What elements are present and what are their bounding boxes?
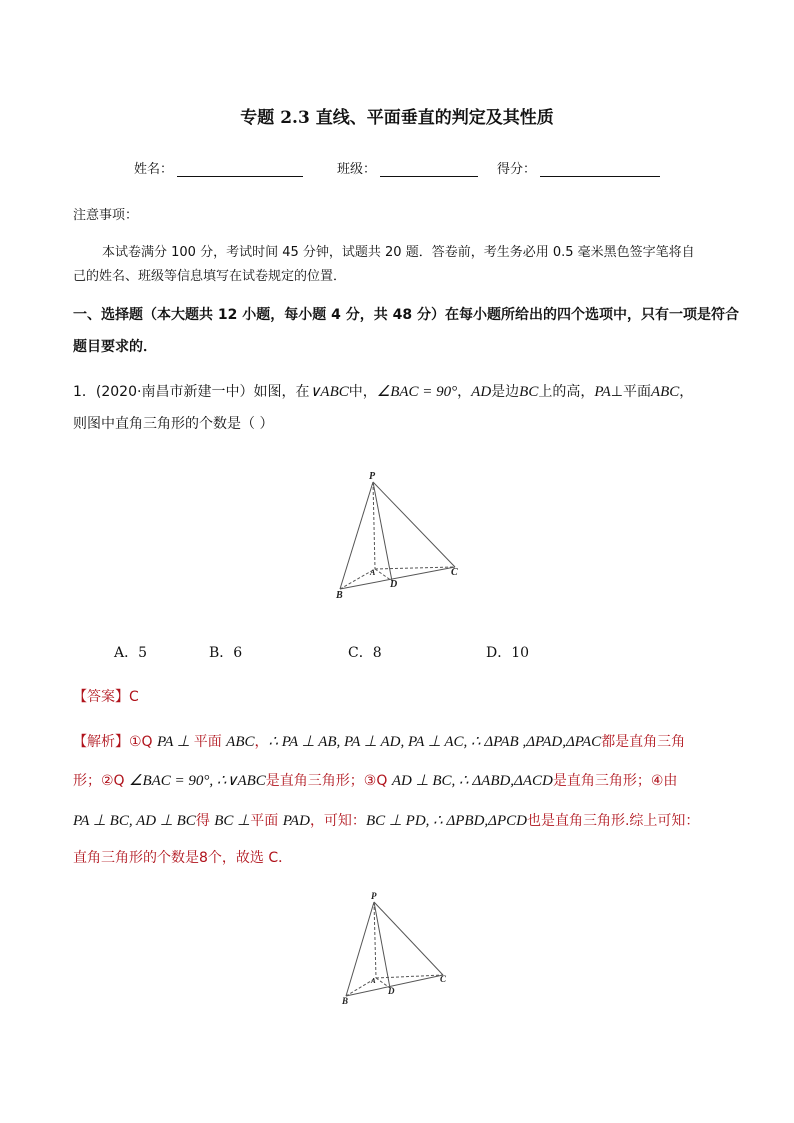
question-text: 上的高， — [538, 384, 595, 400]
choice-b[interactable]: B．6 — [209, 645, 243, 661]
analysis-math: ABC — [226, 734, 255, 750]
edge-pd — [374, 902, 390, 988]
score-field[interactable] — [497, 158, 660, 177]
question-prefix: 1．(2020·南昌市新建一中）如图，在 — [73, 384, 310, 400]
answer-label: 【答案】 — [73, 689, 129, 705]
analysis-text: 也是直角三角形.综上可知： — [526, 813, 700, 829]
score-label: 得分： — [497, 162, 537, 177]
answer-value: C — [129, 689, 139, 705]
notice-line-1: 本试卷满分 100 分，考试时间 45 分钟，试题共 20 题．答卷前，考生务必用 0.5 毫米黑色签字笔将自 — [102, 245, 695, 260]
label-c: C — [451, 567, 458, 578]
question-text: 是边 — [491, 384, 520, 400]
label-a: A — [370, 568, 376, 577]
analysis-text: ， — [254, 734, 269, 750]
notice-label: 注意事项： — [73, 208, 139, 223]
edge-pc — [373, 482, 455, 567]
analysis-text: 都是直角三角 — [601, 734, 686, 750]
label-b: B — [342, 996, 349, 1006]
analysis-math: BC ⊥ PD, ∴ ΔPBD,ΔPCD — [365, 813, 527, 829]
class-label: 班级： — [337, 162, 377, 177]
plane-abc: ABC — [650, 384, 680, 400]
analysis-line-3 — [73, 810, 699, 830]
analysis-label: 【解析】 — [73, 734, 129, 750]
section-heading-line-1: 一、选择题（本大题共 12 小题，每小题 4 分，共 48 分）在每小题所给出的四个选项中，只有一项是符合 — [73, 307, 739, 323]
name-label: 姓名： — [134, 162, 174, 177]
question-text: ， — [679, 384, 694, 400]
edge-ac — [375, 567, 455, 569]
class-field[interactable] — [337, 158, 478, 177]
segment-ad: AD — [471, 384, 492, 400]
label-a: A — [371, 977, 376, 985]
analysis-text: 平面 — [193, 734, 227, 750]
page-title: 专题 2.3 直线、平面垂直的判定及其性质 — [240, 108, 554, 128]
question-text: ， — [457, 384, 472, 400]
analysis-text: 形；②Q — [73, 773, 130, 789]
analysis-math: PA ⊥ — [157, 734, 194, 750]
choice-a[interactable]: A．5 — [114, 645, 148, 661]
analysis-text: 是直角三角形；④由 — [552, 773, 678, 789]
edge-bc — [346, 975, 443, 996]
name-blank[interactable] — [177, 162, 303, 177]
edge-pc — [374, 902, 443, 975]
answer-line — [73, 686, 139, 706]
analysis-text: ，可知： — [309, 813, 366, 829]
perp-symbol: ⊥ — [610, 384, 623, 400]
question-text: 中， — [348, 384, 377, 400]
analysis-math: PA ⊥ BC, AD ⊥ BC — [73, 813, 196, 829]
edge-pd — [373, 482, 392, 581]
question-1-line-2: 则图中直角三角形的个数是（ ） — [73, 416, 274, 432]
question-1-line-1 — [73, 381, 693, 401]
triangle-abc: ∨ABC — [309, 384, 349, 400]
analysis-line-4: 直角三角形的个数是8个，故选 C． — [73, 850, 293, 866]
label-b: B — [336, 590, 343, 601]
edge-bc — [340, 567, 455, 589]
analysis-math: AD ⊥ BC, ∴ ΔABD,ΔACD — [391, 773, 553, 789]
analysis-text: 平面 — [250, 813, 283, 829]
label-c: C — [440, 974, 447, 984]
analysis-text: ①Q — [129, 734, 158, 750]
notice-line-2: 己的姓名、班级等信息填写在试卷规定的位置． — [73, 269, 347, 284]
choice-c[interactable]: C．8 — [348, 645, 382, 661]
pyramid-figure — [325, 465, 470, 605]
analysis-math: BC ⊥ — [214, 813, 251, 829]
choice-d[interactable]: D．10 — [486, 645, 530, 661]
analysis-text: 是直角三角形；③Q — [265, 773, 392, 789]
analysis-math: PAD — [282, 813, 310, 829]
label-d: D — [388, 986, 395, 996]
label-p: P — [369, 471, 376, 482]
segment-bc: BC — [519, 384, 539, 400]
label-p: P — [371, 891, 377, 901]
analysis-math: ∠BAC = 90°, ∴∨ABC — [129, 773, 266, 789]
analysis-math: ∴ PA ⊥ AB, PA ⊥ AD, PA ⊥ AC, ∴ ΔPAB ,ΔPAD,ΔPAC — [268, 734, 602, 750]
edge-pa — [373, 482, 375, 569]
angle-bac: ∠BAC = 90° — [376, 384, 458, 400]
score-blank[interactable] — [540, 162, 660, 177]
name-field[interactable] — [134, 158, 303, 177]
analysis-line-1 — [73, 731, 685, 751]
pyramid-figure-2 — [330, 885, 460, 1010]
analysis-text: 得 — [195, 813, 215, 829]
question-text: 平面 — [622, 384, 651, 400]
class-blank[interactable] — [380, 162, 478, 177]
label-d: D — [390, 579, 398, 590]
section-heading-line-2: 题目要求的． — [73, 339, 157, 355]
analysis-line-2 — [73, 770, 677, 790]
segment-pa: PA — [594, 384, 611, 400]
